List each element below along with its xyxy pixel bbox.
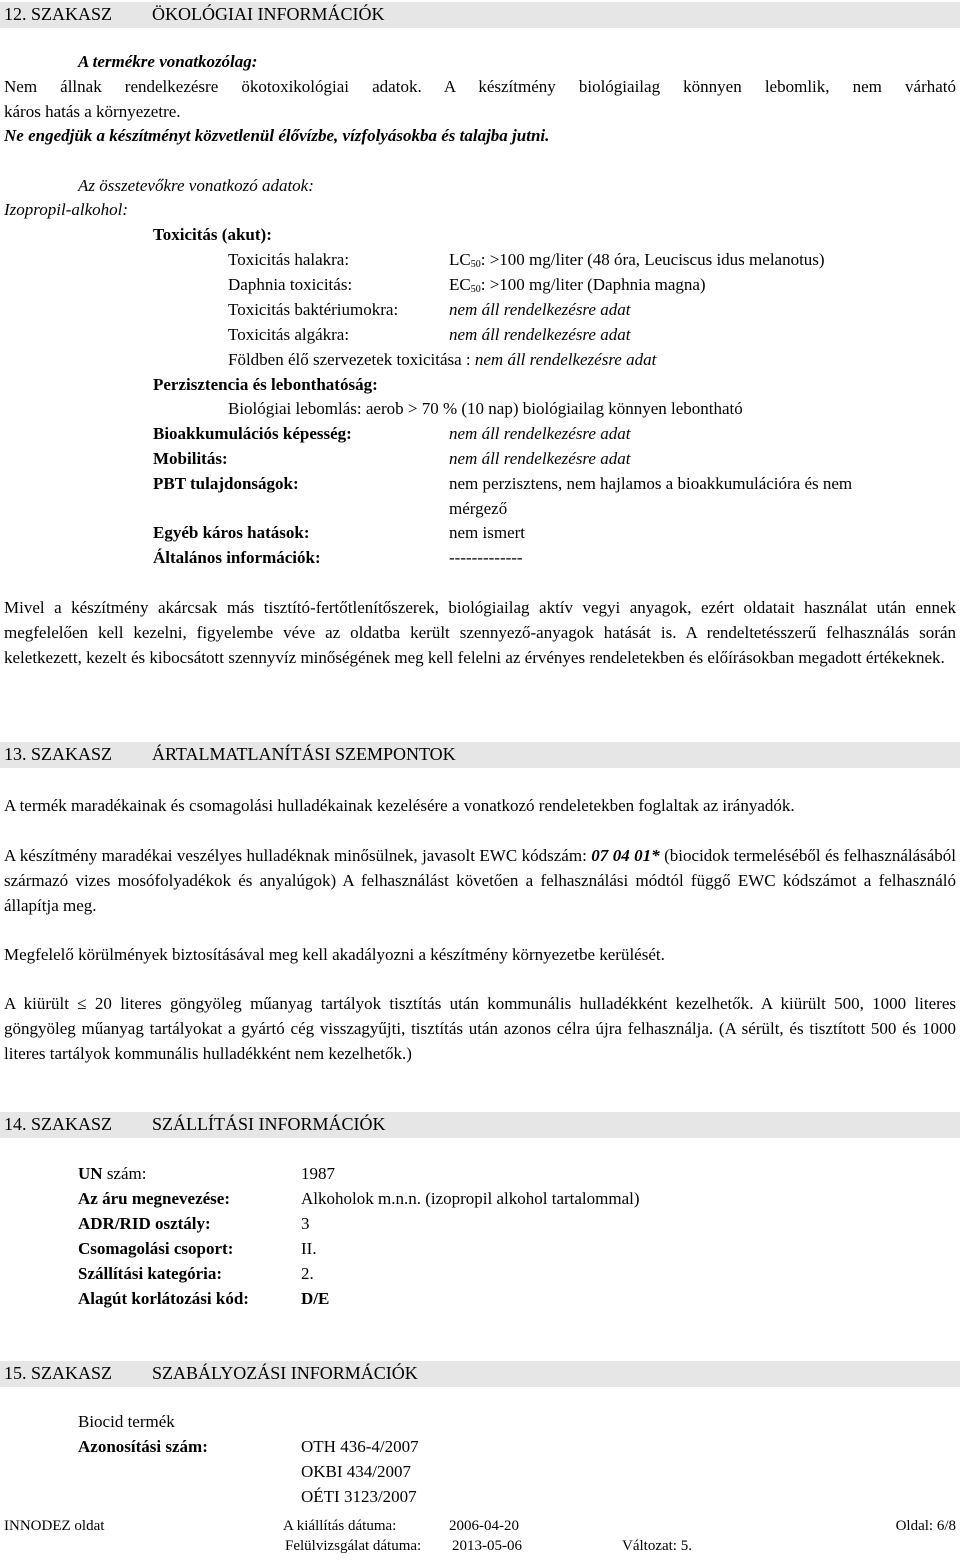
section-14-header-band [0,1112,960,1138]
bacteria-tox-label: Toxicitás baktériumokra: [228,300,399,319]
id-number-3: OÉTI 3123/2007 [301,1487,417,1506]
biocid-label: Biocid termék [78,1412,175,1431]
transport-value-class: 3 [301,1214,310,1233]
product-text-line-2: káros hatás a környezetre. [4,102,181,121]
ingredients-heading: Az összetevőkre vonatkozó adatok: [78,176,314,195]
footer-review-date: 2013-05-06 [452,1538,522,1554]
persistence-heading: Perzisztencia és lebonthatóság: [153,375,378,394]
section-14-title: SZÁLLÍTÁSI INFORMÁCIÓK [152,1114,386,1134]
transport-label-tunnel: Alagút korlátozási kód: [78,1289,249,1308]
transport-value-name: Alkoholok m.n.n. (izopropil alkohol tartalommal) [301,1189,640,1208]
transport-value-un: 1987 [301,1164,335,1183]
transport-row-un: UN szám: [78,1164,147,1183]
soil-tox: Földben élő szervezetek toxicitása : nem áll rendelkezésre adat [228,350,657,369]
section-13-header-band [0,742,960,768]
algae-tox-value: nem áll rendelkezésre adat [449,325,631,344]
footer-company: INNODEZ oldat [4,1518,105,1534]
id-number-2: OKBI 434/2007 [301,1462,412,1481]
section-12-header-band [0,2,960,28]
fish-tox-label: Toxicitás halakra: [228,250,350,269]
footer-version: Változat: 5. [622,1538,692,1554]
id-number-1: OTH 436-4/2007 [301,1437,419,1456]
footer-review-label: Felülvizsgálat dátuma: [285,1538,422,1554]
bioacc-value: nem áll rendelkezésre adat [449,424,631,443]
persistence-text: Biológiai lebomlás: aerob > 70 % (10 nap) biológiailag könnyen lebontható [228,399,743,418]
product-heading: A termékre vonatkozólag: [78,52,258,71]
bioacc-label: Bioakkumulációs képesség: [153,424,352,443]
transport-label-name: Az áru megnevezése: [78,1189,230,1208]
substance-name: Izopropil-alkohol: [4,200,129,219]
footer-issue-date: 2006-04-20 [449,1518,519,1534]
pbt-value-line-2: mérgező [449,499,508,518]
general-info-label: Általános információk: [153,548,321,567]
tox-heading: Toxicitás (akut): [153,225,272,244]
section-15-header-band [0,1361,960,1387]
transport-value-packing: II. [301,1239,317,1258]
transport-label-category: Szállítási kategória: [78,1264,223,1283]
section-14-number: 14. SZAKASZ [4,1114,113,1134]
section-13-p2: A készítmény maradékai veszélyes hulladéknak minősülnek, javasolt EWC kódszám: 07 04 01* (biocidok termeléséből és felhasználásából származó vizes mosófolyadékok és anyalúgok) A felhasználást követően a felhasználási módtól függő EWC kódszámot a felhasználó állapítja meg. [4,846,957,915]
daphnia-tox-value: $EC_{50}$: >100 mg/liter (Daphnia magna) [449,275,706,295]
other-effects-label: Egyéb káros hatások: [153,523,310,542]
pbt-value-line-1: nem perzisztens, nem hajlamos a bioakkumulációra és nem [449,474,853,493]
transport-label-packing: Csomagolási csoport: [78,1239,234,1258]
footer-issue-label: A kiállítás dátuma: [283,1518,397,1534]
section-12-paragraph: Mivel a készítmény akárcsak más tisztító-fertőtlenítőszerek, biológiailag aktív vegyi anyagok, ezért oldatait használat után ennek megfelelően kell kezelni, figyelembe véve az oldatba került szennyező-anyagok hatását is. A rendeltetésszerű felhasználás során keletkezett, kezelt és kibocsátott szennyvíz minőségének meg kell felelni az érvényes rendeletekben és előírásokban megadott értékeknek. [4,598,956,667]
fish-tox-value: $LC_{50}$: >100 mg/liter (48 óra, Leuciscus idus melanotus) [449,250,825,270]
pbt-label: PBT tulajdonságok: [153,474,299,493]
section-13-title: ÁRTALMATLANÍTÁSI SZEMPONTOK [152,744,456,764]
product-text-line-1: Nem állnak rendelkezésre ökotoxikológiai adatok. A készítmény biológiailag könnyen lebomlik, nem várható [4,77,956,96]
section-15-title: SZABÁLYOZÁSI INFORMÁCIÓK [152,1363,418,1383]
algae-tox-label: Toxicitás algákra: [228,325,350,344]
general-info-value: ------------- [449,548,523,567]
section-13-p3: Megfelelő körülmények biztosításával meg kell akadályozni a készítmény környezetbe kerülését. [4,945,665,964]
footer-page-number: Oldal: 6/8 [895,1518,956,1534]
transport-label-class: ADR/RID osztály: [78,1214,211,1233]
warning-text: Ne engedjük a készítményt közvetlenül élővízbe, vízfolyásokba és talajba jutni. [4,126,550,145]
section-15-number: 15. SZAKASZ [4,1363,113,1383]
other-effects-value: nem ismert [449,523,526,542]
transport-value-tunnel: D/E [301,1289,330,1308]
daphnia-tox-label: Daphnia toxicitás: [228,275,353,294]
section-13-p1: A termék maradékainak és csomagolási hulladékainak kezelésére a vonatkozó rendeletekben foglaltak az irányadók. [4,796,795,815]
mobility-value: nem áll rendelkezésre adat [449,449,631,468]
mobility-label: Mobilitás: [153,449,228,468]
id-number-label: Azonosítási szám: [78,1437,208,1456]
section-13-number: 13. SZAKASZ [4,744,113,764]
section-12-title: ÖKOLÓGIAI INFORMÁCIÓK [152,4,385,24]
bacteria-tox-value: nem áll rendelkezésre adat [449,300,631,319]
transport-value-category: 2. [301,1264,314,1283]
section-12-number: 12. SZAKASZ [4,4,113,24]
section-13-p4: A kiürült ≤ 20 literes göngyöleg műanyag tartályok tisztítás után kommunális hulladékként kezelhetők. A kiürült 500, 1000 literes göngyöleg műanyag tartályokat a gyártó cég visszagyűjti, tisztítás után azonos célra újra felhasználja. (A sérült, és tisztított 500 és 1000 literes tartályok kommunális hulladékként nem kezelhetők.) [4,994,956,1063]
